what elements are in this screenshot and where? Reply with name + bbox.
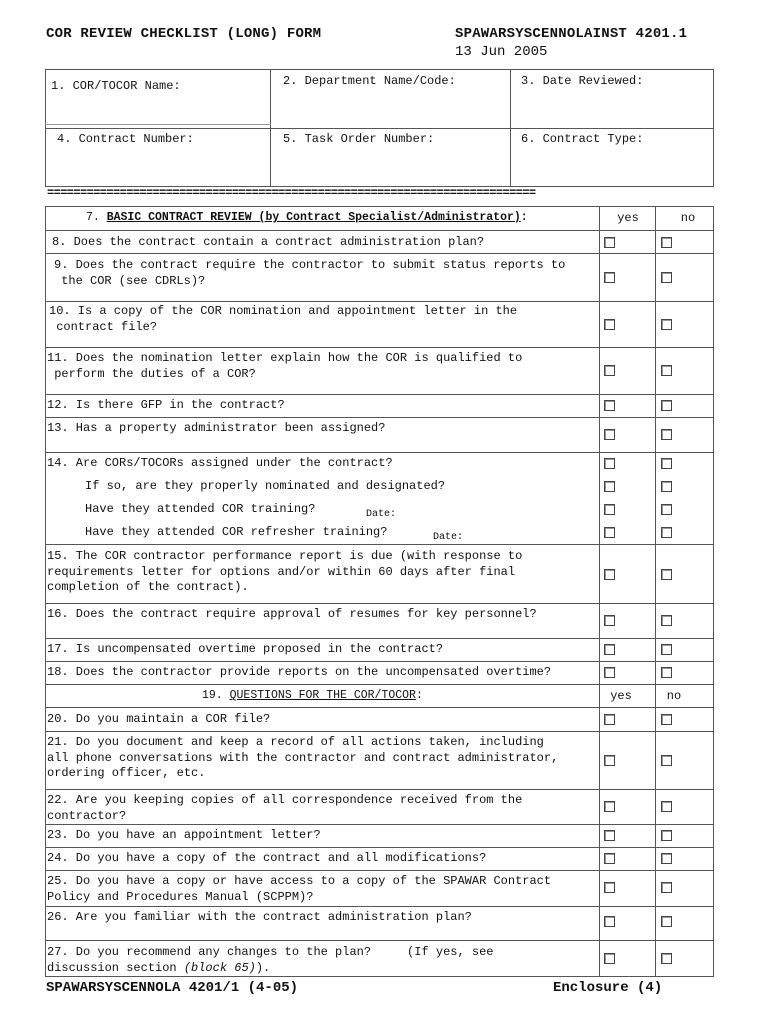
divider [45, 253, 714, 254]
contract-number-field[interactable]: 4. Contract Number: [57, 132, 194, 146]
q11-yes-checkbox[interactable] [604, 365, 615, 376]
q15-no-checkbox[interactable] [661, 569, 672, 580]
divider [45, 789, 714, 790]
question-14: 14. Are CORs/TOCORs assigned under the contract? [47, 456, 393, 470]
divider [45, 731, 714, 732]
question-16: 16. Does the contract require approval of resumes for key personnel? [47, 607, 537, 621]
divider [45, 870, 714, 871]
q13-yes-checkbox[interactable] [604, 429, 615, 440]
section-number: 7. [86, 211, 107, 224]
divider [45, 603, 714, 604]
question-22: 22. Are you keeping copies of all correspondence received from the contractor? [47, 793, 523, 823]
divider [45, 128, 714, 129]
task-order-field[interactable]: 5. Task Order Number: [283, 132, 435, 146]
q24-yes-checkbox[interactable] [604, 853, 615, 864]
section-title: BASIC CONTRACT REVIEW (by Contract Specialist/Administrator) [106, 211, 521, 224]
q14-training-no-checkbox[interactable] [661, 504, 672, 515]
divider [45, 301, 714, 302]
section-7-heading [86, 211, 528, 224]
divider [45, 230, 714, 231]
no-column-header: no [680, 211, 696, 225]
q20-no-checkbox[interactable] [661, 714, 672, 725]
training-date-label: Date: [366, 509, 397, 520]
question-27-end: ). [255, 960, 271, 975]
divider [45, 347, 714, 348]
question-13: 13. Has a property administrator been assigned? [47, 421, 386, 435]
question-27 [47, 945, 493, 976]
question-11: 11. Does the nomination letter explain how the COR is qualified to perform the duties of a COR? [47, 351, 523, 381]
q26-no-checkbox[interactable] [661, 916, 672, 927]
q12-yes-checkbox[interactable] [604, 400, 615, 411]
question-8: 8. Does the contract contain a contract administration plan? [52, 235, 485, 249]
divider [45, 684, 714, 685]
q14-no-checkbox[interactable] [661, 458, 672, 469]
divider [45, 707, 714, 708]
q10-yes-checkbox[interactable] [604, 319, 615, 330]
q22-no-checkbox[interactable] [661, 801, 672, 812]
q27-no-checkbox[interactable] [661, 953, 672, 964]
q17-yes-checkbox[interactable] [604, 644, 615, 655]
section-number: 19. [202, 689, 230, 702]
q14-refresher-no-checkbox[interactable] [661, 527, 672, 538]
q27-yes-checkbox[interactable] [604, 953, 615, 964]
divider [599, 206, 600, 977]
question-21: 21. Do you document and keep a record of all actions taken, including all phone conversations with the contractor and contract administrator, ordering officer, etc. [47, 735, 559, 780]
q8-no-checkbox[interactable] [661, 237, 672, 248]
instruction-date: 13 Jun 2005 [455, 44, 548, 60]
question-20: 20. Do you maintain a COR file? [47, 712, 271, 726]
section-suffix: : [415, 689, 423, 702]
q8-yes-checkbox[interactable] [604, 237, 615, 248]
question-9: 9. Does the contract require the contractor to submit status reports to the COR (see CDRLs)? [54, 258, 566, 288]
q18-no-checkbox[interactable] [661, 667, 672, 678]
q15-yes-checkbox[interactable] [604, 569, 615, 580]
no-column-header: no [666, 689, 682, 703]
question-14-training: Have they attended COR training? [85, 502, 316, 516]
question-25: 25. Do you have a copy or have access to a copy of the SPAWAR Contract Policy and Procedures Manual (SCPPM)? [47, 874, 552, 904]
divider [45, 394, 714, 395]
q9-yes-checkbox[interactable] [604, 272, 615, 283]
question-27-text: 27. Do you recommend any changes to the plan? (If yes, see discussion section [47, 945, 494, 975]
q17-no-checkbox[interactable] [661, 644, 672, 655]
divider [45, 452, 714, 453]
q11-no-checkbox[interactable] [661, 365, 672, 376]
department-field[interactable]: 2. Department Name/Code: [283, 74, 456, 88]
q25-yes-checkbox[interactable] [604, 882, 615, 893]
section-title: QUESTIONS FOR THE COR/TOCOR [229, 689, 416, 702]
separator-line: ========================================================================== [47, 186, 536, 200]
divider [45, 847, 714, 848]
divider [45, 661, 714, 662]
cor-name-field[interactable]: 1. COR/TOCOR Name: [51, 79, 181, 93]
form-title: COR REVIEW CHECKLIST (LONG) FORM [46, 26, 322, 42]
instruction-number: SPAWARSYSCENNOLAINST 4201.1 [455, 26, 688, 42]
yes-column-header: yes [617, 211, 639, 225]
question-17: 17. Is uncompensated overtime proposed in the contract? [47, 642, 444, 656]
divider [45, 124, 271, 125]
contract-type-field[interactable]: 6. Contract Type: [521, 132, 644, 146]
divider [45, 638, 714, 639]
question-15: 15. The COR contractor performance report is due (with response to requirements letter for options and/or within 60 days after final completion of the contract). [47, 549, 523, 594]
divider [45, 906, 714, 907]
question-14-nominated: If so, are they properly nominated and designated? [85, 479, 446, 493]
refresher-date-label: Date: [433, 532, 464, 543]
yes-column-header: yes [610, 689, 632, 703]
q23-no-checkbox[interactable] [661, 830, 672, 841]
question-14-refresher: Have they attended COR refresher training? [85, 525, 388, 539]
section-suffix: : [520, 211, 528, 224]
enclosure-label: Enclosure (4) [553, 980, 663, 996]
q20-yes-checkbox[interactable] [604, 714, 615, 725]
divider [45, 544, 714, 545]
q14-training-yes-checkbox[interactable] [604, 504, 615, 515]
question-24: 24. Do you have a copy of the contract and all modifications? [47, 851, 487, 865]
q21-no-checkbox[interactable] [661, 755, 672, 766]
q23-yes-checkbox[interactable] [604, 830, 615, 841]
q16-yes-checkbox[interactable] [604, 615, 615, 626]
divider [45, 940, 714, 941]
q13-no-checkbox[interactable] [661, 429, 672, 440]
q16-no-checkbox[interactable] [661, 615, 672, 626]
question-27-reference: (block 65) [183, 960, 256, 975]
question-18: 18. Does the contractor provide reports on the uncompensated overtime? [47, 665, 552, 679]
q25-no-checkbox[interactable] [661, 882, 672, 893]
form-id: SPAWARSYSCENNOLA 4201/1 (4-05) [46, 980, 299, 996]
q26-yes-checkbox[interactable] [604, 916, 615, 927]
q21-yes-checkbox[interactable] [604, 755, 615, 766]
q14-nominated-no-checkbox[interactable] [661, 481, 672, 492]
date-reviewed-field[interactable]: 3. Date Reviewed: [521, 74, 644, 88]
q18-yes-checkbox[interactable] [604, 667, 615, 678]
q24-no-checkbox[interactable] [661, 853, 672, 864]
question-10: 10. Is a copy of the COR nomination and appointment letter in the contract file? [49, 304, 518, 334]
section-19-heading [202, 689, 423, 702]
q14-refresher-yes-checkbox[interactable] [604, 527, 615, 538]
q12-no-checkbox[interactable] [661, 400, 672, 411]
divider [45, 417, 714, 418]
q22-yes-checkbox[interactable] [604, 801, 615, 812]
question-12: 12. Is there GFP in the contract? [47, 398, 285, 412]
divider [45, 824, 714, 825]
question-23: 23. Do you have an appointment letter? [47, 828, 321, 842]
q10-no-checkbox[interactable] [661, 319, 672, 330]
q14-yes-checkbox[interactable] [604, 458, 615, 469]
q14-nominated-yes-checkbox[interactable] [604, 481, 615, 492]
question-26: 26. Are you familiar with the contract administration plan? [47, 910, 472, 924]
divider [655, 206, 656, 977]
q9-no-checkbox[interactable] [661, 272, 672, 283]
